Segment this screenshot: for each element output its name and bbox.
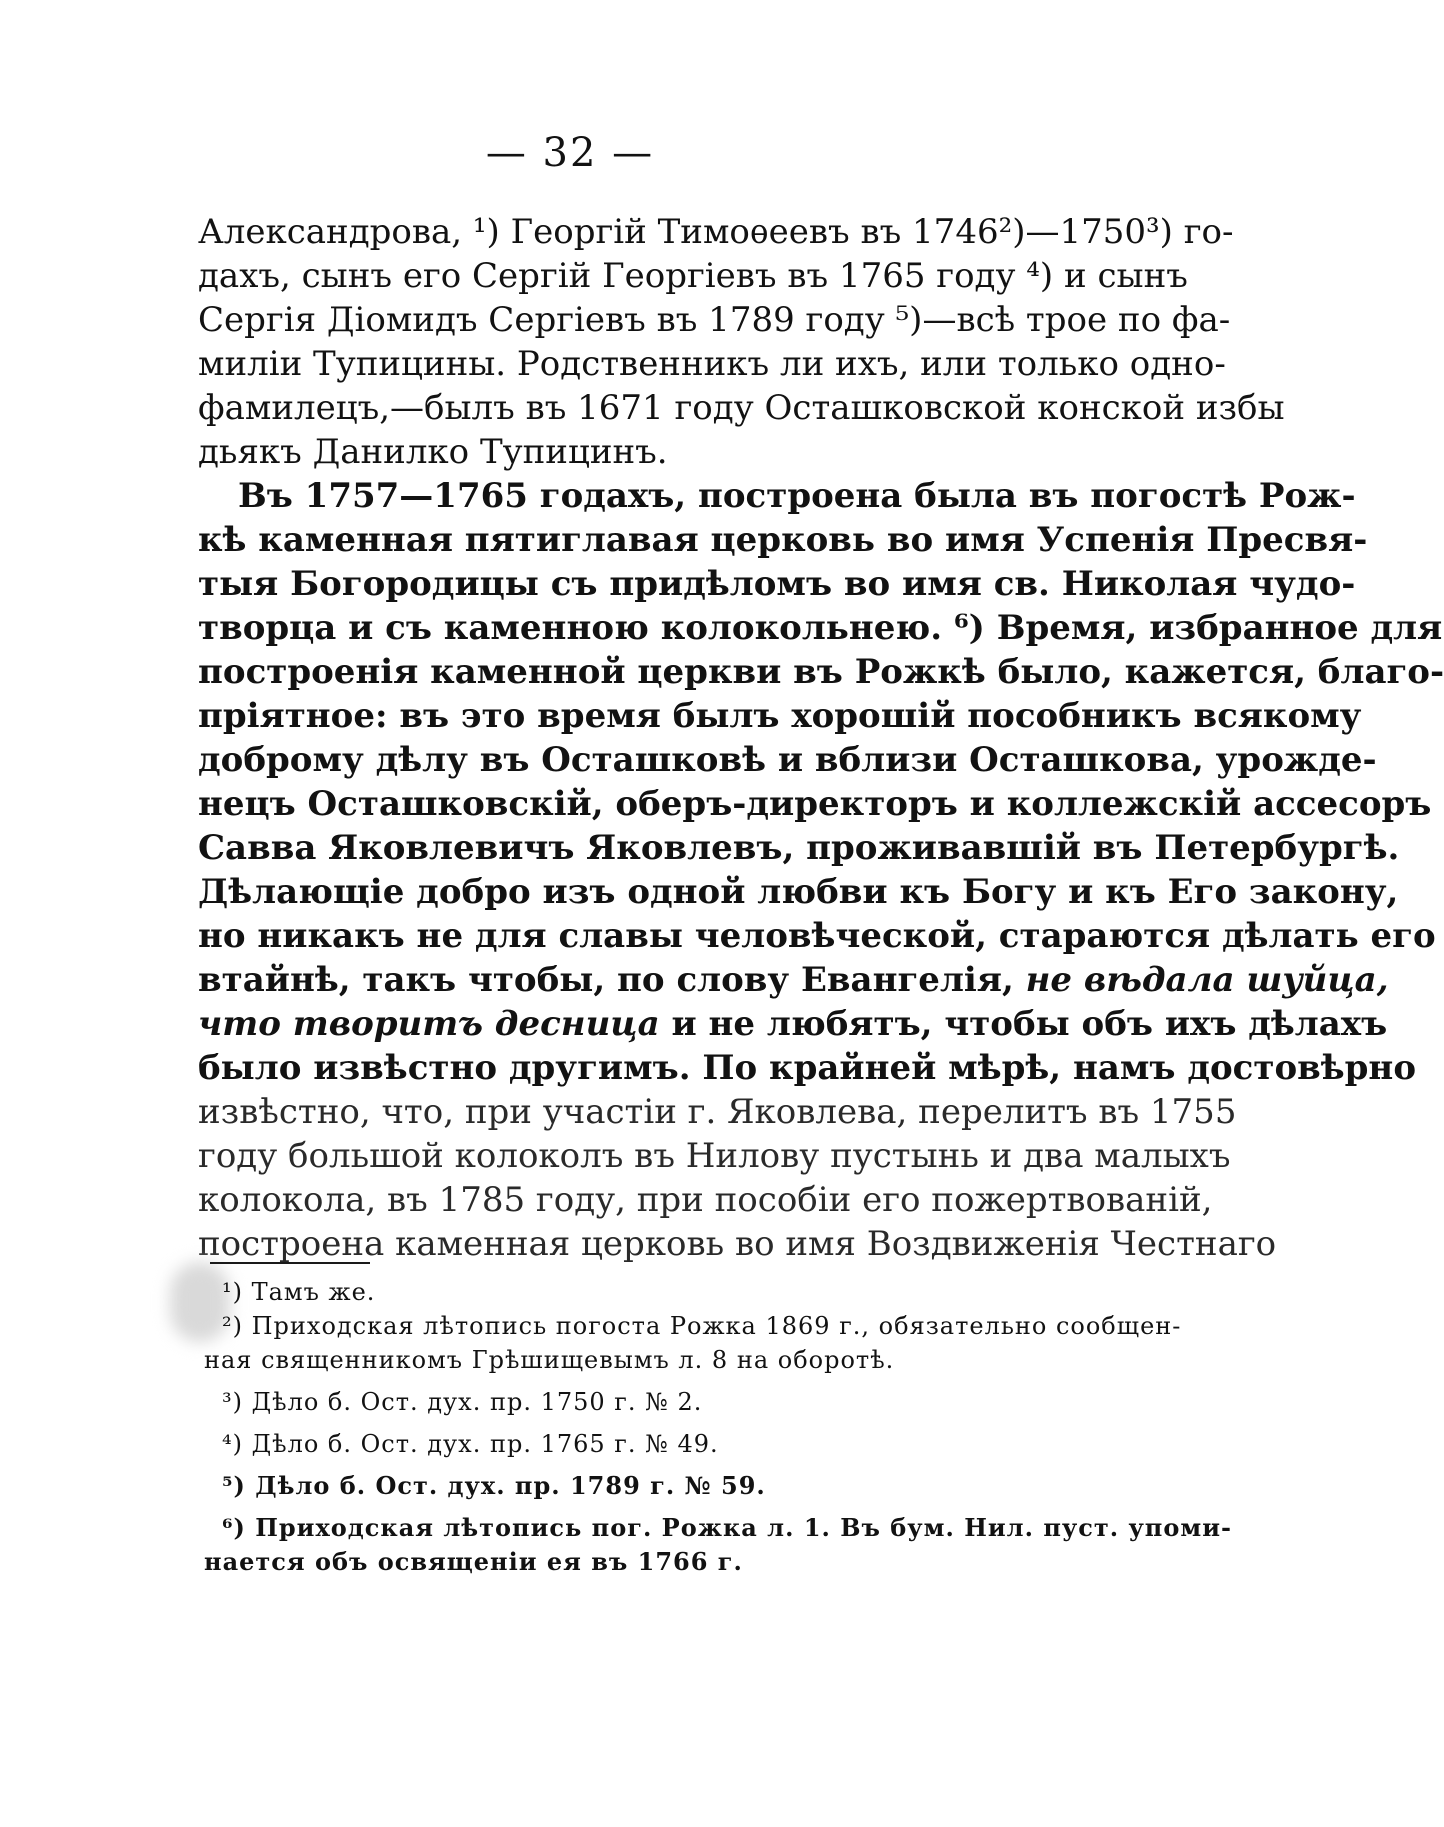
body-line: миліи Тупицины. Родственникъ ли ихъ, или только одно- [198, 344, 1226, 384]
body-line: было извѣстно другимъ. По крайней мѣрѣ, намъ достовѣрно [198, 1048, 1416, 1088]
body-line: году большой колоколъ въ Нилову пустынь и два малыхъ [198, 1136, 1231, 1176]
footnote-continuation: ная священникомъ Грѣшищевымъ л. 8 на оборотѣ. [204, 1346, 895, 1374]
footnote: ⁶) Приходская лѣтопись пог. Рожка л. 1. Въ бум. Нил. пуст. упоми- [222, 1513, 1232, 1542]
footnote: ¹) Тамъ же. [222, 1278, 376, 1306]
footnote: ²) Приходская лѣтопись погоста Рожка 1869 г., обязательно сообщен- [222, 1312, 1182, 1340]
body-line: извѣстно, что, при участіи г. Яковлева, перелитъ въ 1755 [198, 1092, 1237, 1132]
body-line: колокола, въ 1785 году, при пособіи его пожертвованій, [198, 1180, 1213, 1220]
body-line: Александрова, ¹) Георгій Тимоѳеевъ въ 1746²)—1750³) го- [198, 212, 1234, 252]
body-line: но никакъ не для славы человѣческой, стараются дѣлать его [198, 916, 1436, 956]
body-line: дьякъ Данилко Тупицинъ. [198, 432, 668, 472]
body-line-with-italic [198, 958, 1389, 1002]
italic-quote: что творитъ десница [198, 1004, 660, 1044]
body-line: доброму дѣлу въ Осташковѣ и вблизи Осташкова, урожде- [198, 740, 1377, 780]
body-line: Сергія Діомидъ Сергіевъ въ 1789 году ⁵)—всѣ трое по фа- [198, 300, 1231, 340]
body-line: Савва Яковлевичъ Яковлевъ, проживавшій въ Петербургѣ. [198, 828, 1400, 868]
body-line: фамилецъ,—былъ въ 1671 году Осташковской конской избы [198, 388, 1285, 428]
footnote: ³) Дѣло б. Ост. дух. пр. 1750 г. № 2. [222, 1388, 703, 1416]
italic-quote: не вѣдала шуйца, [1025, 960, 1389, 1000]
body-line: Дѣлающіе добро изъ одной любви къ Богу и къ Его закону, [198, 872, 1399, 912]
footnote-divider [210, 1262, 370, 1264]
footnote: ⁴) Дѣло б. Ост. дух. пр. 1765 г. № 49. [222, 1430, 719, 1458]
body-line: нецъ Осташковскій, оберъ-директоръ и коллежскій ассесоръ [198, 784, 1432, 824]
footnotes [204, 1275, 1232, 1579]
footnote-continuation: нается объ освященіи ея въ 1766 г. [204, 1547, 743, 1576]
body-line: кѣ каменная пятиглавая церковь во имя Успенія Пресвя- [198, 520, 1368, 560]
paragraph-start: Въ 1757—1765 годахъ, построена была въ погостѣ Рож- [238, 476, 1356, 516]
body-line: творца и съ каменною колокольнею. ⁶) Время, избранное для [198, 608, 1443, 648]
body-line: тыя Богородицы съ придѣломъ во имя св. Николая чудо- [198, 564, 1356, 604]
footnote: ⁵) Дѣло б. Ост. дух. пр. 1789 г. № 59. [222, 1471, 766, 1500]
page-number: — 32 — [485, 130, 655, 176]
body-line: построенія каменной церкви въ Рожкѣ было, кажется, благо- [198, 652, 1444, 692]
body-line-text: втайнѣ, такъ чтобы, по слову Евангелія, [198, 960, 1014, 1000]
body-line: построена каменная церковь во имя Воздвиженія Честнаго [198, 1224, 1277, 1264]
body-line: пріятное: въ это время былъ хорошій пособникъ всякому [198, 696, 1362, 736]
print-bleed-smudge [170, 1262, 230, 1342]
body-line-with-italic [198, 1002, 1388, 1046]
body-text [198, 210, 1444, 1266]
body-line-text: и не любятъ, чтобы объ ихъ дѣлахъ [671, 1004, 1388, 1044]
body-line: дахъ, сынъ его Сергій Георгіевъ въ 1765 году ⁴) и сынъ [198, 256, 1188, 296]
